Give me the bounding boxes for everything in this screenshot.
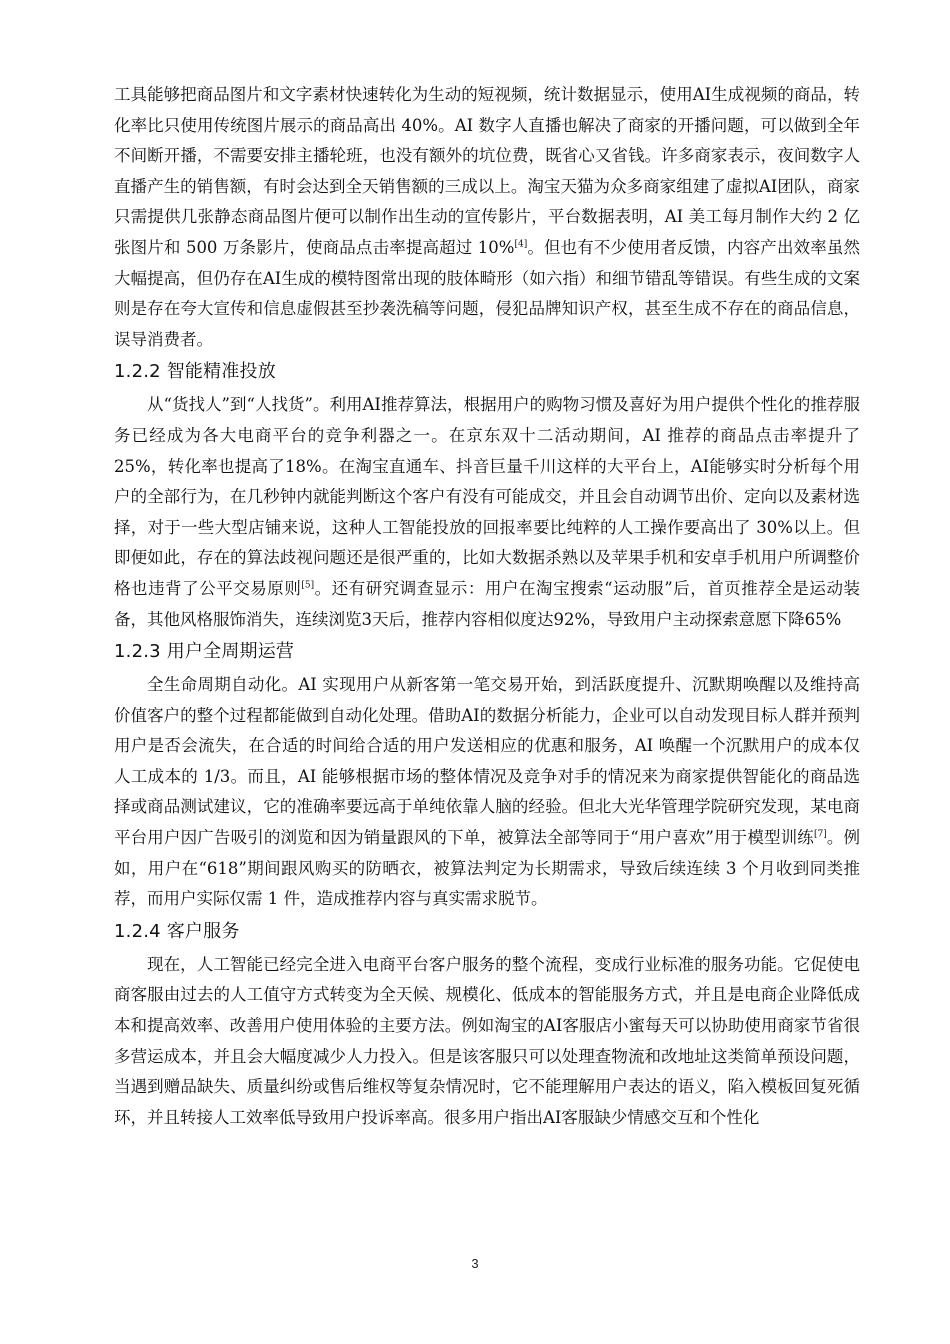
paragraph-customer-service: 现在，人工智能已经完全进入电商平台客户服务的整个流程，变成行业标准的服务功能。它促使电商客服由过去的人工值守方式转变为全天候、规模化、低成本的智能服务方式，并且是电商企业降低成本和提高效率、改善用户使用体验的主要方法。例如淘宝的AI客服店小蜜每天可以协助使用商家节省很多营运成本，并且会大幅度减少人力投入。但是该客服只可以处理查物流和改地址这类简单预设问题，当遇到赠品缺失、质量纠纷或售后维权等复杂情况时，它不能理解用户表达的语义，陷入模板回复死循环，并且转接人工效率低导致用户投诉率高。很多用户指出AI客服缺少情感交互和个性化 [114, 954, 860, 1127]
paragraph-text: 。还有研究调查显示：用户在淘宝搜索“运动服”后，首页推荐全是运动装备，其他风格服饰消失，连续浏览3天后，推荐内容相似度达92%，导致用户主动探索意愿下降65% [114, 578, 860, 629]
paragraph-text: 。但也有不少使用者反馈，内容产出效率虽然大幅提高，但仍存在AI生成的模特图常出现的肢体畸形（如六指）和细节错乱等错误。有些生成的文案则是存在夸大宣传和信息虚假甚至抄袭洗稿等问题，侵犯品牌知识产权，甚至生成不存在的商品信息，误导消费者。 [114, 237, 861, 349]
citation-marker: [5] [301, 580, 315, 591]
document-page [114, 80, 860, 1133]
page-number: 3 [471, 1256, 479, 1271]
paragraph-user-lifecycle [114, 670, 860, 915]
citation-marker: [4] [514, 239, 528, 250]
section-heading-1-2-3: 1.2.3 用户全周期运营 [114, 641, 295, 663]
section-heading-1-2-2: 1.2.2 智能精准投放 [114, 361, 276, 383]
paragraph-text: 工具能够把商品图片和文字素材快速转化为生动的短视频，统计数据显示，使用AI生成视频的商品，转化率比只使用传统图片展示的商品高出 40%。AI 数字人直播也解决了商家的开播问题，可以做到全年不间断开播，不需要安排主播轮班，也没有额外的坑位费，既省心又省钱。许多商家表示，夜间数字人直播产生的销售额，有时会达到全天销售额的三成以上。淘宝天猫为众多商家组建了虚拟AI团队，商家只需提供几张静态商品图片便可以制作出生动的宣传影片，平台数据表明，AI 美工每月制作大约 2 亿张图片和 500 万条影片，使商品点击率提高超过 10% [114, 85, 860, 257]
paragraph-text: 。例如，用户在“618”期间跟风购买的防晒衣，被算法判定为长期需求，导致后续连续 3 个月收到同类推荐，而用户实际仅需 1 件，造成推荐内容与真实需求脱节。 [114, 828, 861, 909]
paragraph-intro-continued [114, 80, 860, 355]
paragraph-smart-ads [114, 390, 860, 635]
section-heading-1-2-4: 1.2.4 客户服务 [114, 920, 240, 942]
paragraph-text: 从“货找人”到“人找货”。利用AI推荐算法，根据用户的购物习惯及喜好为用户提供个性化的推荐服务已经成为各大电商平台的竞争利器之一。在京东双十二活动期间，AI 推荐的商品点击率提升了25%，转化率也提高了18%。在淘宝直通车、抖音巨量千川这样的大平台上，AI能够实时分析每个用户的全部行为，在几秒钟内就能判断这个客户有没有可能成交，并且会自动调节出价、定向以及素材选择，对于一些大型店铺来说，这种人工智能投放的回报率要比纯粹的人工操作要高出了 30%以上。但即便如此，存在的算法歧视问题还是很严重的，比如大数据杀熟以及苹果手机和安卓手机用户所调整价格也违背了公平交易原则 [114, 395, 860, 598]
citation-marker: [7] [813, 829, 827, 840]
paragraph-text: 全生命周期自动化。AI 实现用户从新客第一笔交易开始，到活跃度提升、沉默期唤醒以及维持高价值客户的整个过程都能做到自动化处理。借助AI的数据分析能力，企业可以自动发现目标人群并预判用户是否会流失，在合适的时间给合适的用户发送相应的优惠和服务，AI 唤醒一个沉默用户的成本仅人工成本的 1/3。而且，AI 能够根据市场的整体情况及竞争对手的情况来为商家提供智能化的商品选择或商品测试建议，它的准确率要远高于单纯依靠人脑的经验。但北大光华管理学院研究发现，某电商平台用户因广告吸引的浏览和因为销量跟风的下单，被算法全部等同于“用户喜欢”用于模型训练 [114, 675, 860, 848]
